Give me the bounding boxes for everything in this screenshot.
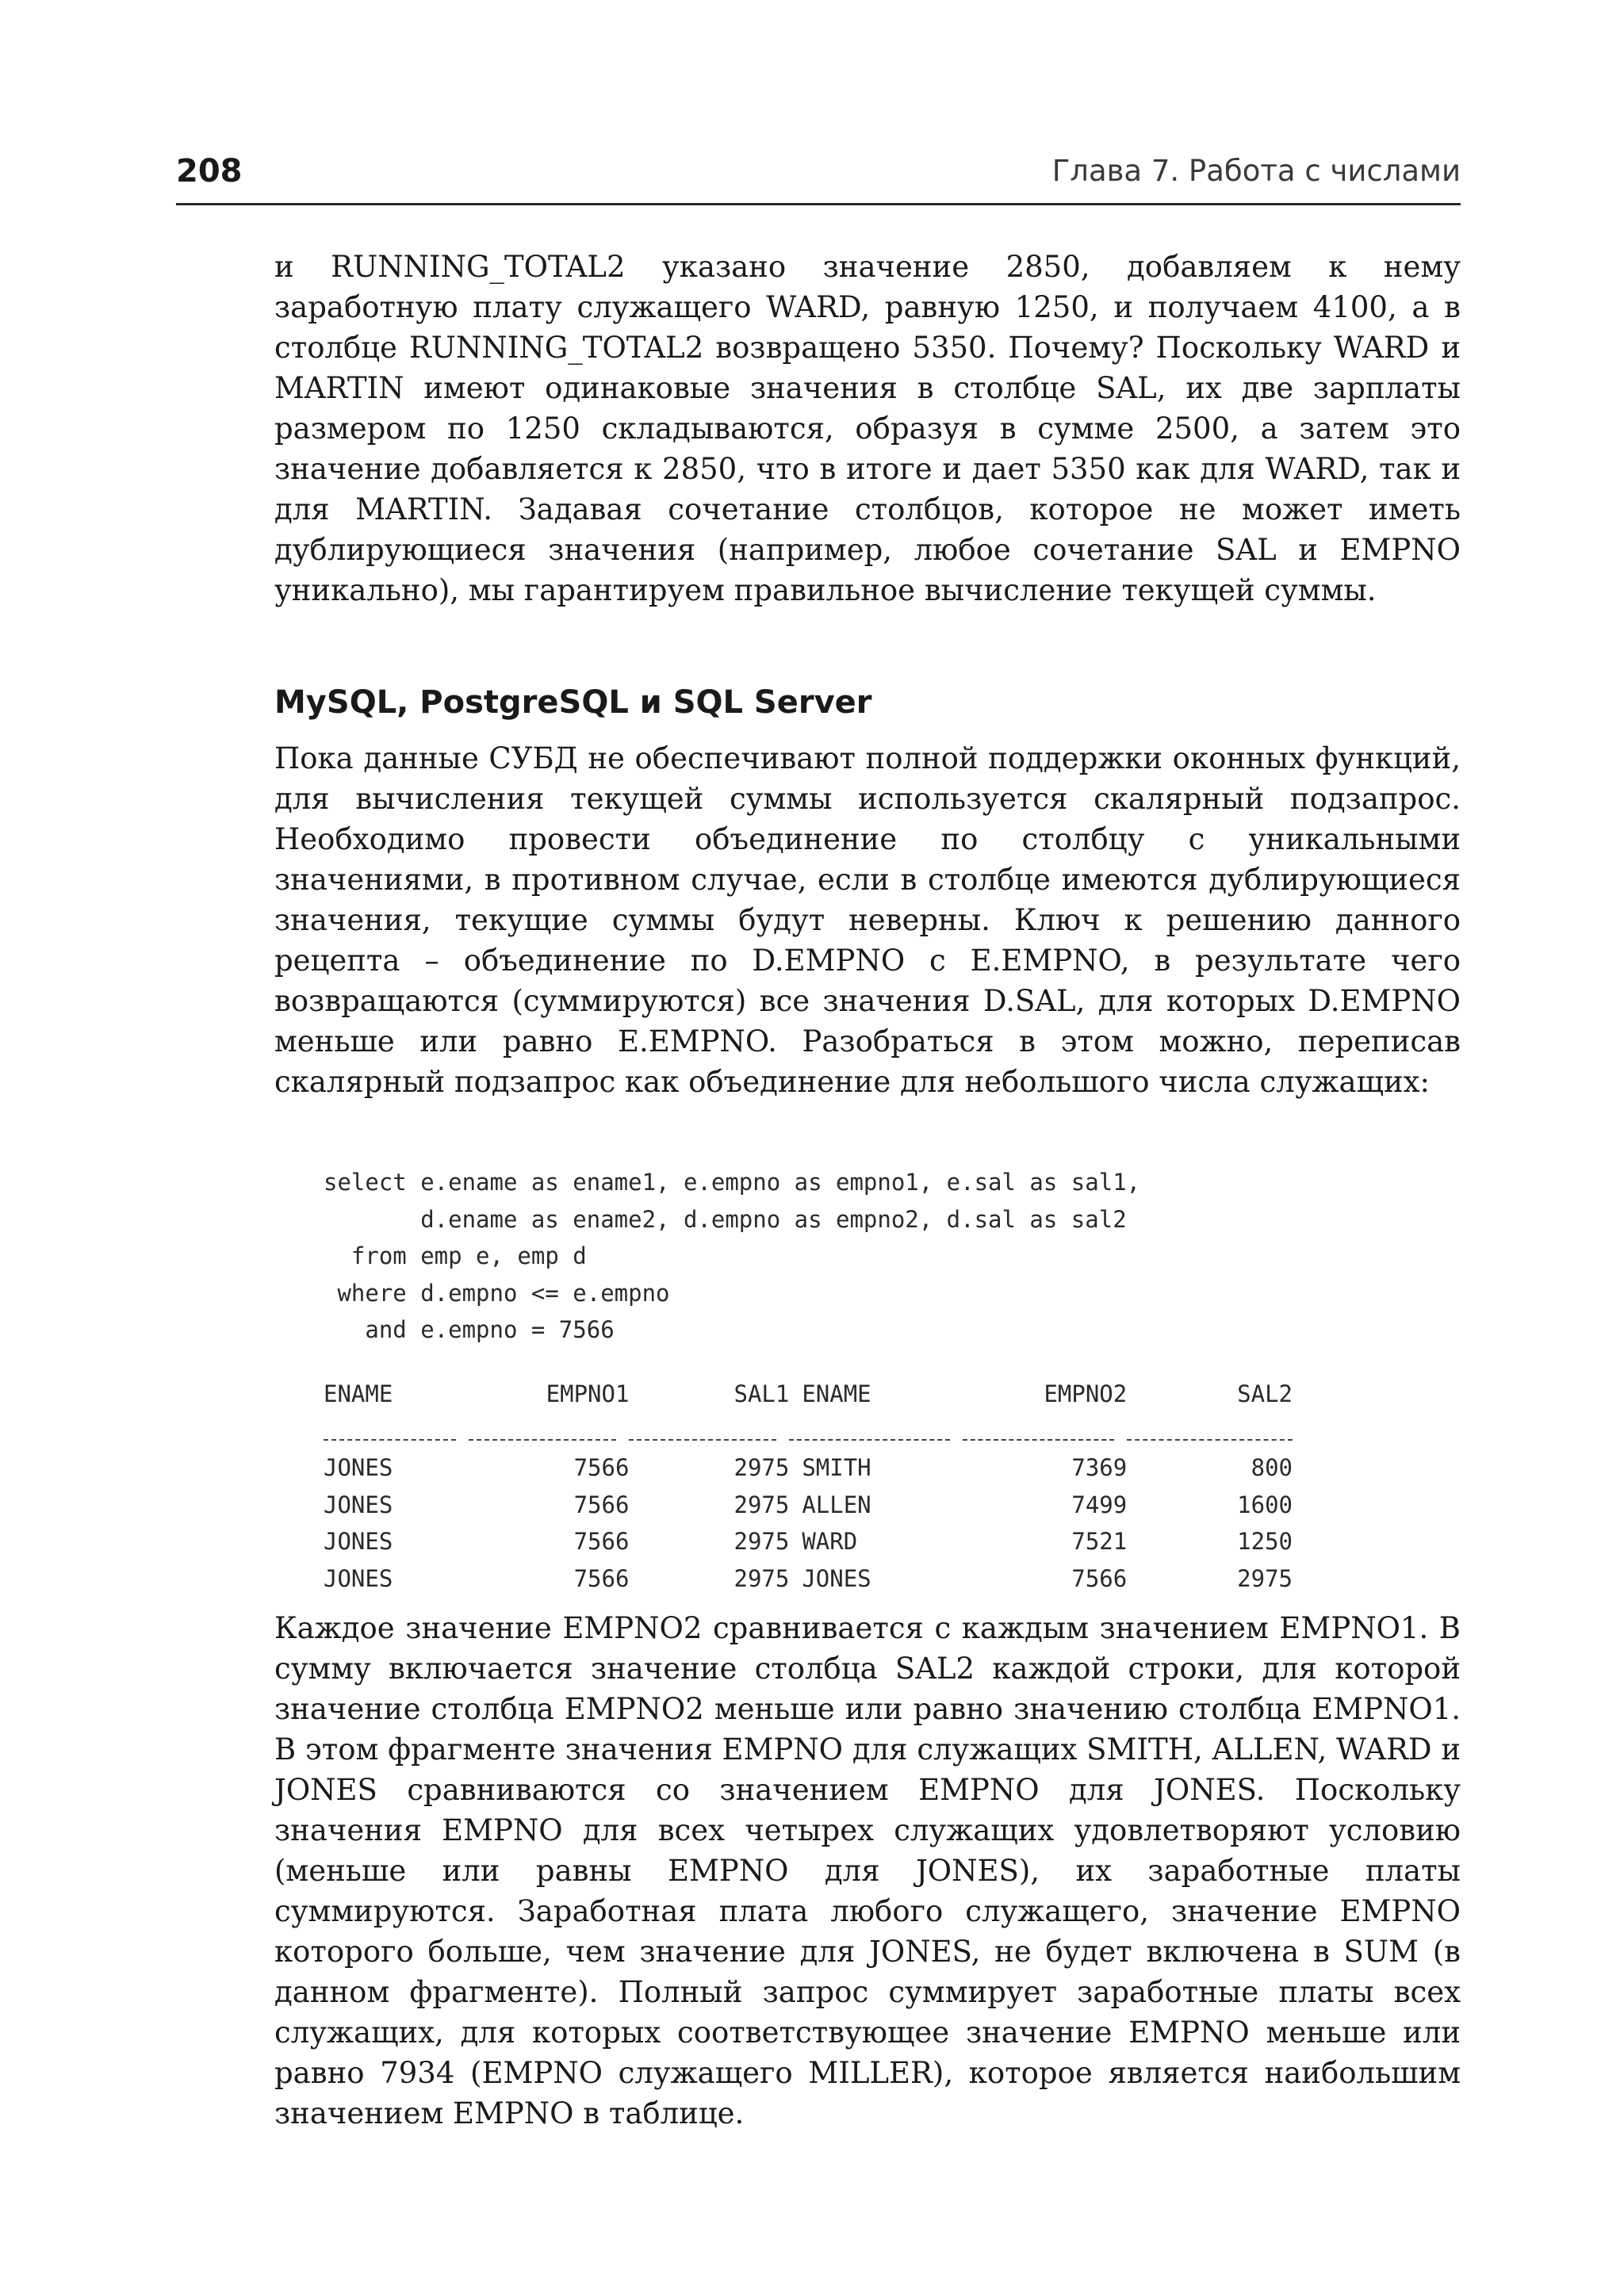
running-head: Глава 7. Работа с числами [1051, 154, 1461, 188]
column-header-ename2: ENAME [802, 1380, 871, 1407]
cell-sal1: 2975 [733, 1528, 790, 1555]
cell-ename2: WARD [802, 1528, 858, 1555]
table-separator-row [324, 1413, 1293, 1450]
page-header [176, 147, 1461, 205]
cell-empno2: 7499 [1071, 1491, 1128, 1518]
cell-ename1: JONES [324, 1564, 393, 1592]
cell-ename1: JONES [324, 1454, 393, 1481]
cell-sal2: 1600 [1237, 1491, 1293, 1518]
separator [1127, 1413, 1293, 1450]
cell-sal1: 2975 [733, 1454, 790, 1481]
column-header-empno2: EMPNO2 [1044, 1380, 1128, 1407]
intro-paragraph-block [274, 247, 1461, 611]
sql-code-block: select e.ename as ename1, e.empno as empno1, e.sal as sal1, d.ename as ename2, d.empno as empno2, d.sal as sal2 from emp e, emp d where d.empno <= e.empno and e.empno = 7566 [324, 1169, 1141, 1343]
explanation-paragraph: Пока данные СУБД не обеспечивают полной поддержки оконных функций, для вычисления текущей суммы используется скалярный подзапрос. Необходимо провести объединение по столбцу с уникальными значениями, в противном случае, если в столбце имеются дублирующиеся значения, текущие суммы будут неверны. Ключ к решению данного рецепта – объединение по D.EMPNO с E.EMPNO, в результате чего возвращаются (суммируются) все значения D.SAL, для которых D.EMPNO меньше или равно E.EMPNO. Разобраться в этом можно, переписав скалярный подзапрос как объединение для небольшого числа служащих: [274, 741, 1461, 1099]
cell-empno1: 7566 [573, 1564, 630, 1592]
cell-sal2: 1250 [1237, 1528, 1293, 1555]
cell-empno2: 7566 [1071, 1564, 1128, 1592]
cell-empno1: 7566 [573, 1454, 630, 1481]
cell-empno1: 7566 [573, 1491, 630, 1518]
intro-paragraph: и RUNNING_TOTAL2 указано значение 2850, добавляем к нему заработную плату служащего WARD, равную 1250, и получаем 4100, а в столбце RUNNING_TOTAL2 возвращено 5350. Почему? Поскольку WARD и MARTIN имеют одинаковые значения в столбце SAL, их две зарплаты размером по 1250 складываются, образуя в сумме 2500, а затем это значение добавляется к 2850, что в итоге и дает 5350 как для WARD, так и для MARTIN. Задавая сочетание столбцов, которое не может иметь дублирующиеся значения (например, любое сочетание SAL и EMPNO уникально), мы гарантируем правильное вычисление текущей суммы. [274, 250, 1461, 607]
cell-ename2: JONES [802, 1564, 871, 1592]
cell-ename2: ALLEN [802, 1491, 871, 1518]
separator [469, 1413, 630, 1450]
column-header-empno1: EMPNO1 [546, 1380, 630, 1407]
analysis-paragraph-block [274, 1608, 1461, 2134]
cell-ename1: JONES [324, 1491, 393, 1518]
cell-sal1: 2975 [733, 1491, 790, 1518]
table-row [324, 1449, 1293, 1487]
cell-empno1: 7566 [573, 1528, 630, 1555]
cell-sal2: 800 [1251, 1454, 1293, 1481]
table-header-row [324, 1376, 1293, 1413]
cell-sal2: 2975 [1237, 1564, 1293, 1592]
query-result-table [324, 1376, 1293, 1597]
cell-empno2: 7521 [1071, 1528, 1128, 1555]
table-row [324, 1560, 1293, 1598]
separator [324, 1413, 469, 1450]
cell-empno2: 7369 [1071, 1454, 1128, 1481]
cell-ename2: SMITH [802, 1454, 871, 1481]
separator [629, 1413, 789, 1450]
table-row [324, 1487, 1293, 1524]
table-row [324, 1523, 1293, 1560]
separator [789, 1413, 962, 1450]
section-title: MySQL, PostgreSQL и SQL Server [274, 684, 872, 721]
column-header-sal1: SAL1 [733, 1380, 790, 1407]
separator [963, 1413, 1128, 1450]
analysis-paragraph: Каждое значение EMPNO2 сравнивается с каждым значением EMPNO1. В сумму включается значение столбца SAL2 каждой строки, для которой значение столбца EMPNO2 меньше или равно значению столбца EMPNO1. В этом фрагменте значения EMPNO для служащих SMITH, ALLEN, WARD и JONES сравниваются со значением EMPNO для JONES. Поскольку значения EMPNO для всех четырех служащих удовлетворяют условию (меньше или равны EMPNO для JONES), их заработные платы суммируются. Заработная плата любого служащего, значение EMPNO которого больше, чем значение для JONES, не будет включена в SUM (в данном фрагменте). Полный запрос суммирует заработные платы всех служащих, для которых соответствующее значение EMPNO меньше или равно 7934 (EMPNO служащего MILLER), которое является наибольшим значением EMPNO в таблице. [274, 1611, 1461, 2130]
column-header-ename1: ENAME [324, 1380, 393, 1407]
column-header-sal2: SAL2 [1237, 1380, 1293, 1407]
cell-ename1: JONES [324, 1528, 393, 1555]
cell-sal1: 2975 [733, 1564, 790, 1592]
explanation-paragraph-block [274, 738, 1461, 1102]
page-number: 208 [176, 153, 243, 189]
